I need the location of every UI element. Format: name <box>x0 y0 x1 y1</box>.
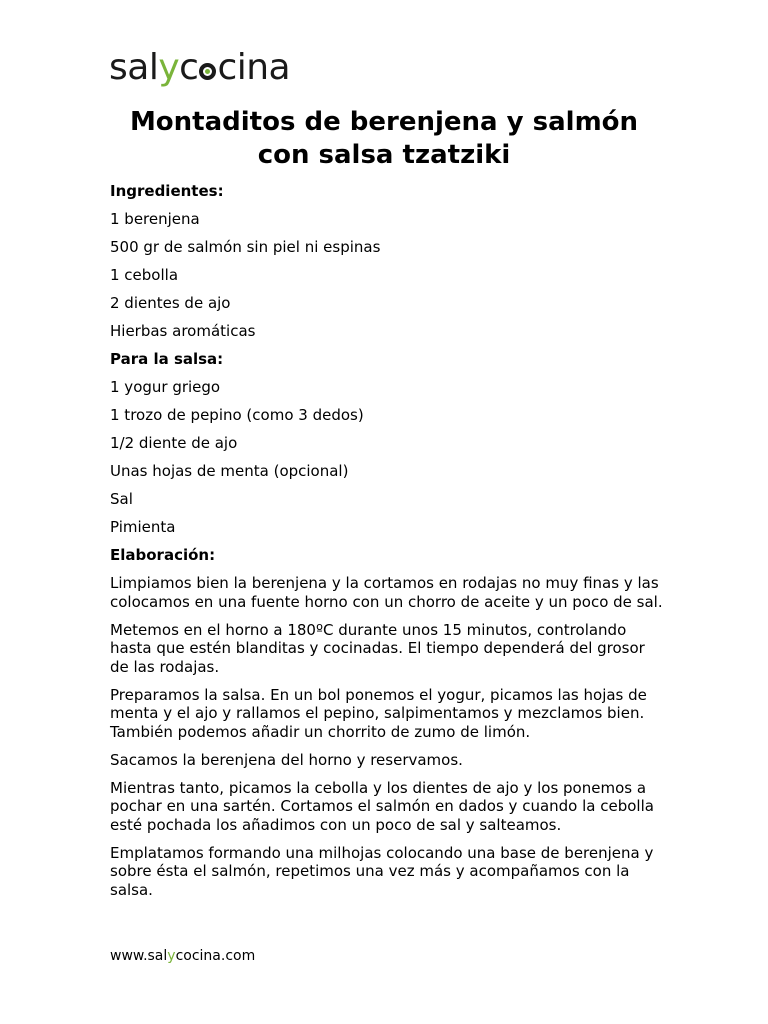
ingredient-item: 2 dientes de ajo <box>110 294 231 312</box>
sauce-item: 1 trozo de pepino (como 3 dedos) <box>110 406 364 424</box>
preparation-step: Emplatamos formando una milhojas colocando una base de berenjena y sobre ésta el salmón, repetimos una vez más y acompañamos con la salsa. <box>110 843 654 899</box>
preparation-step: Sacamos la berenjena del horno y reservamos. <box>110 750 463 769</box>
logo-text-y: y <box>158 47 180 88</box>
ingredient-item: 1 cebolla <box>110 266 179 284</box>
ingredient-item: Hierbas aromáticas <box>110 322 256 340</box>
ingredient-item: 500 gr de salmón sin piel ni espinas <box>110 238 381 256</box>
recipe-body <box>110 182 665 909</box>
preparation-step: Limpiamos bien la berenjena y la cortamos en rodajas no muy finas y las colocamos en una fuente horno con un chorro de aceite y un poco de sal. <box>110 574 663 611</box>
sauce-item: 1/2 diente de ajo <box>110 434 238 452</box>
logo-text-c: c <box>179 47 199 88</box>
footer-url-part2: y <box>167 948 176 964</box>
preparation-step: Mientras tanto, picamos la cebolla y los dientes de ajo y los ponemos a pochar en una sartén. Cortamos el salmón en dados y cuando la cebolla esté pochada los añadimos con un poco de sal y salteamos. <box>110 778 654 834</box>
sauce-item: Pimienta <box>110 518 176 536</box>
footer-url-part1: www.sal <box>110 948 168 964</box>
preparation-heading: Elaboración: <box>110 546 216 564</box>
sauce-item: Unas hojas de menta (opcional) <box>110 462 349 480</box>
recipe-title: Montaditos de berenjena y salmón con salsa tzatziki <box>129 107 639 170</box>
logo-text-sal: sal <box>109 47 159 88</box>
ingredients-heading: Ingredientes: <box>110 182 224 200</box>
footer-url[interactable] <box>110 947 255 965</box>
sauce-item: 1 yogur griego <box>110 378 221 396</box>
footer-url-part3: cocina.com <box>175 948 256 964</box>
preparation-step: Preparamos la salsa. En un bol ponemos el yogur, picamos las hojas de menta y el ajo y rallamos el pepino, salpimentamos y mezclamos bien. También podemos añadir un chorrito de zumo de limón. <box>110 685 647 741</box>
sauce-heading: Para la salsa: <box>110 350 224 368</box>
salycocina-logo <box>109 46 290 90</box>
logo-pot-icon <box>199 63 216 80</box>
sauce-item: Sal <box>110 490 133 508</box>
logo-text-cina: cina <box>217 47 291 88</box>
ingredient-item: 1 berenjena <box>110 210 200 228</box>
preparation-step: Metemos en el horno a 180ºC durante unos 15 minutos, controlando hasta que estén blanditas y cocinadas. El tiempo dependerá del grosor de las rodajas. <box>110 620 645 676</box>
